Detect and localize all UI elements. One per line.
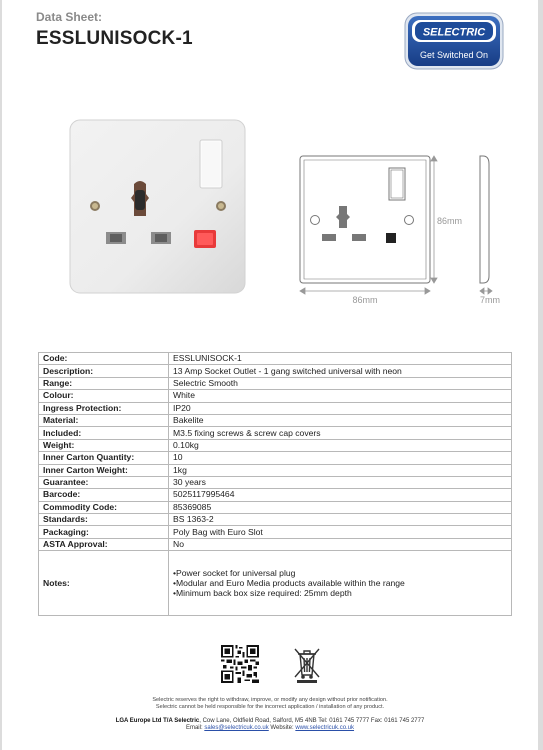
disclaimer-line: Selectric reserves the right to withdraw, improve, or modify any design without prior notification. <box>152 697 388 703</box>
notes-value <box>169 551 512 616</box>
spec-value: No <box>169 538 512 550</box>
spec-key: Code: <box>39 353 169 365</box>
spec-row <box>39 427 512 439</box>
spec-value: BS 1363-2 <box>169 514 512 526</box>
footer-website-label: Website: <box>268 725 296 732</box>
spec-value: 30 years <box>169 476 512 488</box>
footer-contact-line <box>2 725 538 732</box>
spec-value: 85369085 <box>169 501 512 513</box>
logo-brand-text: SELECTRIC <box>422 26 486 39</box>
spec-row <box>39 353 512 365</box>
spec-key: Colour: <box>39 390 169 402</box>
notes-list <box>173 568 507 598</box>
notes-item: • Minimum back box size required: 25mm depth <box>173 588 507 598</box>
footer-address: , Cow Lane, Oldfield Road, Salford, M5 4NB Tel: 0161 745 7777 Fax: 0161 745 2777 <box>199 718 425 724</box>
notes-row <box>39 551 512 616</box>
spec-row <box>39 365 512 377</box>
spec-key: Guarantee: <box>39 476 169 488</box>
spec-row <box>39 390 512 402</box>
footer-email-link[interactable]: sales@selectricuk.co.uk <box>204 725 269 732</box>
disclaimer <box>2 697 538 711</box>
weee-bin-icon <box>292 646 322 684</box>
spec-value: 10 <box>169 452 512 464</box>
spec-value: 13 Amp Socket Outlet - 1 gang switched universal with neon <box>169 365 512 377</box>
spec-row <box>39 402 512 414</box>
spec-value: Poly Bag with Euro Slot <box>169 526 512 538</box>
spec-key: Range: <box>39 377 169 389</box>
spec-value: 0.10kg <box>169 439 512 451</box>
spec-value: White <box>169 390 512 402</box>
depth-dimension-label: 7mm <box>480 295 500 305</box>
selectric-logo <box>404 12 504 70</box>
spec-value: M3.5 fixing screws & screw cap covers <box>169 427 512 439</box>
spec-value: 5025117995464 <box>169 489 512 501</box>
spec-table <box>38 352 512 616</box>
footer-website-link[interactable]: www.selectricuk.co.uk <box>295 725 355 732</box>
width-dimension-label: 86mm <box>352 295 378 305</box>
spec-row <box>39 501 512 513</box>
spec-row <box>39 514 512 526</box>
spec-row <box>39 439 512 451</box>
spec-key: Weight: <box>39 439 169 451</box>
dimension-drawing <box>292 148 522 308</box>
notes-item: • Power socket for universal plug <box>173 568 507 578</box>
qr-code <box>221 645 259 683</box>
spec-key: Inner Carton Weight: <box>39 464 169 476</box>
logo-tagline-text: Get Switched On <box>419 50 489 60</box>
spec-value: IP20 <box>169 402 512 414</box>
product-photo <box>68 118 247 295</box>
spec-key: Included: <box>39 427 169 439</box>
spec-row <box>39 377 512 389</box>
spec-key: Barcode: <box>39 489 169 501</box>
spec-key: Packaging: <box>39 526 169 538</box>
footer <box>2 718 538 733</box>
spec-row <box>39 414 512 426</box>
footer-email-label: Email: <box>185 725 205 732</box>
spec-key: ASTA Approval: <box>39 538 169 550</box>
spec-key: Material: <box>39 414 169 426</box>
notes-item: • Modular and Euro Media products available within the range <box>173 578 507 588</box>
spec-row <box>39 464 512 476</box>
spec-row <box>39 476 512 488</box>
product-code-title: ESSLUNISOCK-1 <box>36 28 193 49</box>
footer-address-line <box>2 718 538 725</box>
spec-key: Description: <box>39 365 169 377</box>
data-sheet-label: Data Sheet: <box>36 10 103 24</box>
spec-row <box>39 538 512 550</box>
disclaimer-line: Selectric cannot be held responsible for the incorrect application / installation of any product. <box>155 704 385 710</box>
data-sheet-page <box>2 0 538 750</box>
spec-key: Ingress Protection: <box>39 402 169 414</box>
spec-value: Bakelite <box>169 414 512 426</box>
spec-key: Commodity Code: <box>39 501 169 513</box>
spec-row <box>39 526 512 538</box>
spec-value: 1kg <box>169 464 512 476</box>
footer-company: LGA Europe Ltd T/A Selectric <box>115 718 200 724</box>
spec-row <box>39 489 512 501</box>
spec-value: Selectric Smooth <box>169 377 512 389</box>
spec-key: Standards: <box>39 514 169 526</box>
spec-row <box>39 452 512 464</box>
spec-value: ESSLUNISOCK-1 <box>169 353 512 365</box>
notes-key: Notes: <box>39 551 169 616</box>
spec-key: Inner Carton Quantity: <box>39 452 169 464</box>
height-dimension-label: 86mm <box>437 216 463 226</box>
